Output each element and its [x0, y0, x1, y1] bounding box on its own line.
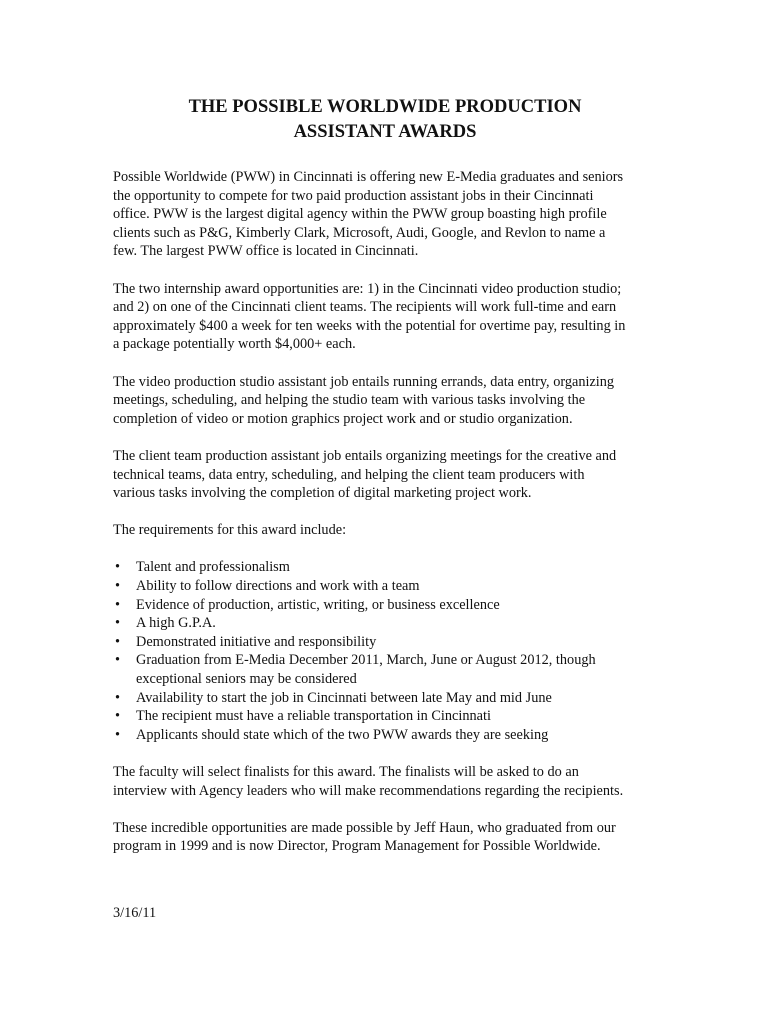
requirement-text: Availability to start the job in Cincinnati between late May and mid June: [136, 689, 552, 706]
document-date: 3/16/11: [113, 905, 157, 921]
body-paragraph: [113, 373, 658, 429]
text-line: meetings, scheduling, and helping the studio team with various tasks involving the: [113, 392, 586, 409]
intro-paragraphs: [113, 168, 658, 503]
text-line: clients such as P&G, Kimberly Clark, Microsoft, Audi, Google, and Revlon to name a: [113, 224, 606, 241]
text-line: few. The largest PWW office is located in Cincinnati.: [113, 243, 419, 260]
requirement-text: Evidence of production, artistic, writing, or business excellence: [136, 596, 500, 613]
bullet-icon: •: [115, 726, 121, 743]
requirement-item: [113, 614, 658, 633]
requirement-text: Talent and professionalism: [136, 559, 290, 576]
body-paragraph: [113, 168, 658, 261]
requirement-text: Demonstrated initiative and responsibility: [136, 633, 377, 650]
body-paragraph: [113, 447, 658, 503]
body-paragraph: [113, 280, 658, 354]
text-line: technical teams, data entry, scheduling, and helping the client team producers with: [113, 466, 585, 483]
closing-paragraphs: [113, 763, 658, 856]
closing-paragraph: [113, 819, 658, 856]
bullet-icon: •: [115, 708, 121, 725]
requirements-intro: The requirements for this award include:: [113, 522, 347, 539]
text-line: The video production studio assistant job entails running errands, data entry, organizing: [113, 373, 615, 390]
text-line: program in 1999 and is now Director, Program Management for Possible Worldwide.: [113, 838, 601, 855]
text-line: These incredible opportunities are made possible by Jeff Haun, who graduated from our: [113, 819, 616, 836]
bullet-icon: •: [115, 615, 121, 632]
requirement-text: Ability to follow directions and work with a team: [136, 578, 420, 595]
bullet-icon: •: [115, 596, 121, 613]
text-line: Possible Worldwide (PWW) in Cincinnati is offering new E-Media graduates and seniors: [113, 169, 624, 185]
text-line: The faculty will select finalists for this award. The finalists will be asked to do an: [113, 764, 579, 780]
text-line: interview with Agency leaders who will make recommendations regarding the recipients.: [113, 782, 624, 799]
requirement-text: exceptional seniors may be considered: [136, 671, 357, 688]
title-line-2: ASSISTANT AWARDS: [293, 122, 477, 142]
text-line: The client team production assistant job entails organizing meetings for the creative and: [113, 447, 617, 464]
requirement-item: [113, 633, 658, 652]
requirement-item: [113, 558, 658, 577]
bullet-icon: •: [115, 559, 121, 576]
text-line: completion of video or motion graphics project work and or studio organization.: [113, 410, 573, 427]
text-line: The two internship award opportunities are: 1) in the Cincinnati video production studio;: [113, 280, 622, 297]
requirement-item: [113, 596, 658, 615]
document-title: [0, 95, 770, 145]
requirement-item: [113, 651, 658, 688]
text-line: a package potentially worth $4,000+ each.: [113, 336, 356, 353]
bullet-icon: •: [115, 633, 121, 650]
document-body: [113, 168, 658, 875]
requirement-item: [113, 577, 658, 596]
bullet-icon: •: [115, 652, 121, 669]
requirement-item: [113, 726, 658, 745]
requirement-text: Applicants should state which of the two PWW awards they are seeking: [136, 726, 549, 743]
requirement-text: A high G.P.A.: [136, 615, 216, 632]
text-line: various tasks involving the completion of digital marketing project work.: [113, 485, 532, 502]
text-line: approximately $400 a week for ten weeks with the potential for overtime pay, resulting in: [113, 317, 626, 334]
text-line: the opportunity to compete for two paid production assistant jobs in their Cincinnati: [113, 187, 594, 204]
requirement-item: [113, 689, 658, 708]
text-line: and 2) on one of the Cincinnati client teams. The recipients will work full-time and earn: [113, 299, 617, 316]
requirement-item: [113, 707, 658, 726]
requirement-text: Graduation from E-Media December 2011, March, June or August 2012, though: [136, 652, 596, 669]
title-line-1: THE POSSIBLE WORLDWIDE PRODUCTION: [188, 97, 582, 117]
requirement-text: The recipient must have a reliable transportation in Cincinnati: [136, 708, 491, 725]
text-line: office. PWW is the largest digital agency within the PWW group boasting high profile: [113, 206, 607, 223]
bullet-icon: •: [115, 689, 121, 706]
closing-paragraph: [113, 763, 658, 800]
bullet-icon: •: [115, 578, 121, 595]
requirements-list: [113, 558, 658, 744]
